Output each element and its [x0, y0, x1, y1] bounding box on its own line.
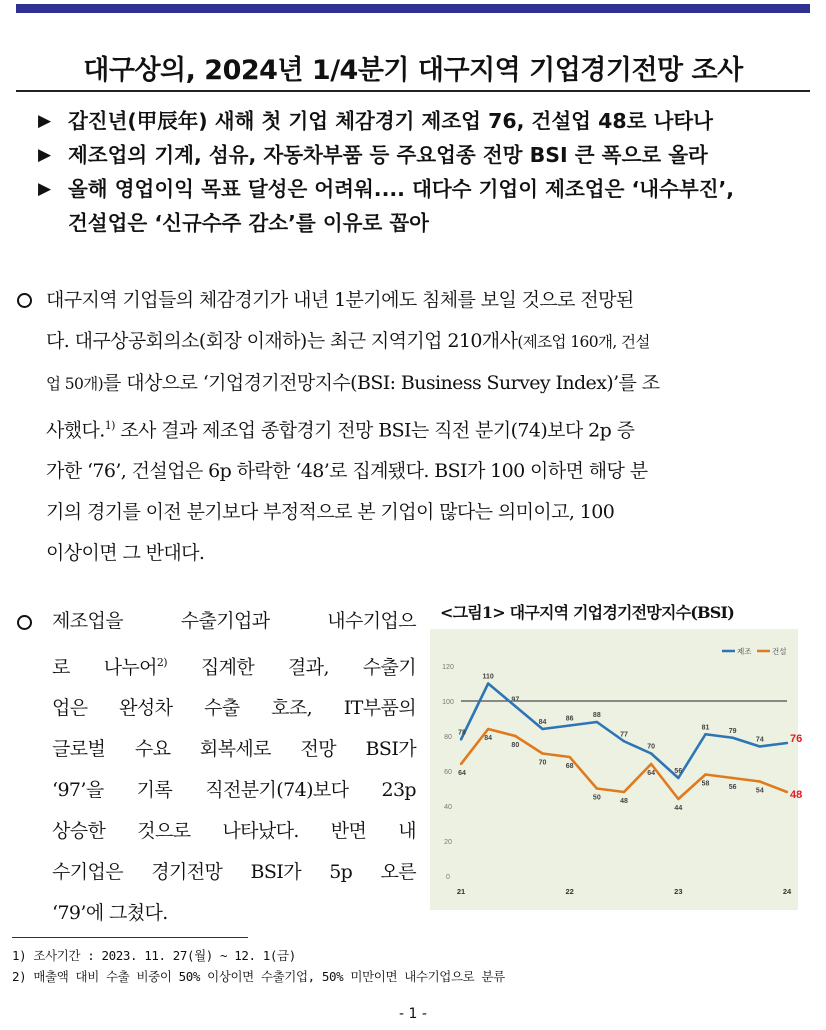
x-tick-label: 21 — [456, 887, 466, 896]
paragraph-line — [46, 405, 814, 451]
series-point — [623, 740, 625, 742]
footnote-1: 1) 조사기간 : 2023. 11. 27(월) ~ 12. 1(금) — [12, 948, 296, 963]
paragraph-line: 대구지역 기업들의 체감경기가 내년 1분기에도 침체를 보일 것으로 전망된 — [46, 289, 634, 311]
series-point — [596, 721, 598, 723]
series-point — [759, 780, 761, 782]
arrow-bullet-icon: ▶ — [38, 111, 52, 131]
arrow-bullet-icon: ▶ — [38, 145, 52, 165]
headline-item — [38, 172, 818, 206]
paragraph-line: 이상이면 그 반대다. — [46, 542, 205, 565]
data-label: 84 — [538, 719, 547, 726]
series-point — [650, 763, 652, 765]
data-label: 88 — [592, 712, 601, 719]
series-point — [487, 682, 489, 684]
series-point — [596, 787, 598, 789]
series-point — [623, 791, 625, 793]
series-point — [514, 705, 516, 707]
series-point — [650, 752, 652, 754]
legend-label: 제조 — [737, 647, 752, 656]
x-tick-label: 24 — [782, 887, 792, 896]
data-label: 68 — [565, 763, 574, 770]
data-label: 50 — [592, 794, 601, 802]
footnote-divider — [12, 937, 248, 938]
data-label: 110 — [482, 673, 494, 681]
footnote-ref: 1) — [104, 419, 115, 432]
data-label: 86 — [565, 715, 574, 723]
headline-list — [38, 104, 818, 240]
text-span: 를 대상으로 ‘기업경기전망지수(BSI: Business Survey Index)’를 조 — [103, 372, 660, 394]
data-label: 56 — [674, 768, 683, 775]
data-label: 48 — [620, 798, 628, 805]
export-paragraph — [52, 601, 416, 934]
series-point — [487, 728, 489, 730]
series-point — [460, 763, 462, 765]
paragraph-line: ‘97’을 기록 직전분기(74)보다 23p — [52, 779, 416, 802]
circle-bullet-icon — [17, 615, 32, 630]
y-tick-label: 100 — [442, 699, 454, 706]
data-label: 97 — [511, 696, 520, 704]
headline-continuation: 건설업은 ‘신규수주 감소’를 이유로 꼽아 — [68, 211, 429, 235]
paragraph-line: 상승한 것으로 나타났다. 반면 내 — [52, 820, 416, 843]
paragraph-line: 업은 완성차 수출 호조, IT부품의 — [52, 697, 416, 720]
text-span-small: (제조업 160개, 건설 — [517, 333, 650, 351]
page-title: 대구상의, 2024년 1/4분기 대구지역 기업경기전망 조사 — [83, 55, 743, 86]
series-point — [568, 724, 570, 726]
paragraph-line — [52, 642, 416, 688]
series-point — [731, 777, 733, 779]
series-point — [541, 728, 543, 730]
paragraph-line — [46, 321, 814, 363]
paragraph-line: 제조업을 수출기업과 내수기업으 — [52, 610, 416, 632]
arrow-bullet-icon: ▶ — [38, 179, 52, 199]
data-label: 54 — [755, 787, 764, 795]
data-label: 74 — [755, 736, 764, 744]
legend-label: 건설 — [772, 647, 787, 656]
paragraph-line: 수기업은 경기전망 BSI가 5p 오른 — [52, 861, 416, 884]
y-tick-label: 20 — [444, 839, 452, 846]
data-label: 80 — [511, 742, 520, 749]
data-label: 81 — [701, 724, 710, 732]
data-label: 58 — [701, 780, 710, 788]
text-span-small: 업 50개) — [46, 375, 104, 393]
x-tick-label: 23 — [674, 887, 683, 896]
headline-text: 올해 영업이익 목표 달성은 어려워.... 대다수 기업이 제조업은 ‘내수부진’, — [68, 177, 735, 201]
footnote-ref: 2) — [156, 656, 167, 669]
page-number: - 1 - — [399, 1006, 427, 1022]
footnote-2: 2) 매출액 대비 수출 비중이 50% 이상이면 수출기업, 50% 미만이면 내수기업으로 분류 — [12, 969, 505, 984]
y-tick-label: 80 — [444, 734, 452, 741]
intro-paragraph — [46, 280, 814, 574]
paragraph-line — [46, 363, 814, 405]
bsi-chart — [430, 629, 803, 910]
series-point — [460, 738, 462, 740]
data-label: 70 — [647, 743, 656, 751]
headline-item — [38, 104, 818, 138]
chart-title: <그림1> 대구지역 기업경기전망지수(BSI) — [440, 603, 734, 622]
paragraph-line: 글로벌 수요 회복세로 전망 BSI가 — [52, 738, 416, 761]
series-point — [568, 756, 570, 758]
series-point — [541, 752, 543, 754]
title-divider — [16, 90, 810, 92]
y-tick-label: 120 — [442, 664, 454, 671]
headline-text: 제조업의 기계, 섬유, 자동차부품 등 주요업종 전망 BSI 큰 폭으로 올라 — [68, 143, 708, 167]
x-tick-label: 22 — [565, 887, 574, 896]
data-label: 79 — [728, 727, 737, 735]
series-point — [786, 742, 788, 744]
y-tick-label: 40 — [444, 804, 452, 811]
series-point — [759, 745, 761, 747]
text-span: 다. 대구상공회의소(회장 이재하)는 최근 지역기업 210개사 — [46, 330, 518, 352]
circle-bullet-icon — [17, 293, 32, 308]
data-label: 48 — [790, 789, 803, 801]
data-label: 44 — [674, 805, 683, 812]
text-span: 집계한 결과, 수출기 — [166, 656, 416, 679]
top-color-bar — [16, 4, 810, 13]
y-tick-label: 60 — [444, 769, 452, 776]
paragraph-line: 기의 경기를 이전 분기보다 부정적으로 본 기업이 많다는 의미이고, 100 — [46, 501, 615, 524]
data-label: 77 — [620, 731, 628, 739]
series-point — [704, 733, 706, 735]
series-point — [677, 798, 679, 800]
paragraph-line: ‘79’에 그쳤다. — [52, 902, 168, 925]
series-point — [731, 737, 733, 739]
paragraph-line: 가한 ‘76’, 건설업은 6p 하락한 ‘48’로 집계됐다. BSI가 100 이하면 해당 분 — [46, 460, 648, 483]
text-span: 사했다. — [46, 419, 105, 442]
series-point — [786, 791, 788, 793]
data-label: 70 — [538, 759, 547, 767]
bsi-line-chart — [430, 629, 803, 910]
series-point — [514, 735, 516, 737]
y-tick-label: 0 — [446, 874, 450, 881]
headline-text: 갑진년(甲辰年) 새해 첫 기업 체감경기 제조업 76, 건설업 48로 나타나 — [68, 109, 713, 133]
text-span: 조사 결과 제조업 종합경기 전망 BSI는 직전 분기(74)보다 2p 증 — [114, 419, 635, 442]
data-label: 84 — [484, 735, 493, 742]
series-point — [704, 773, 706, 775]
data-label: 78 — [458, 729, 466, 737]
series-point — [677, 777, 679, 779]
data-label: 64 — [458, 770, 466, 777]
text-span: 로 나누어 — [52, 656, 157, 679]
data-label: 64 — [647, 770, 656, 777]
headline-item — [38, 138, 818, 172]
data-label: 56 — [728, 784, 737, 791]
data-label: 76 — [790, 733, 803, 745]
